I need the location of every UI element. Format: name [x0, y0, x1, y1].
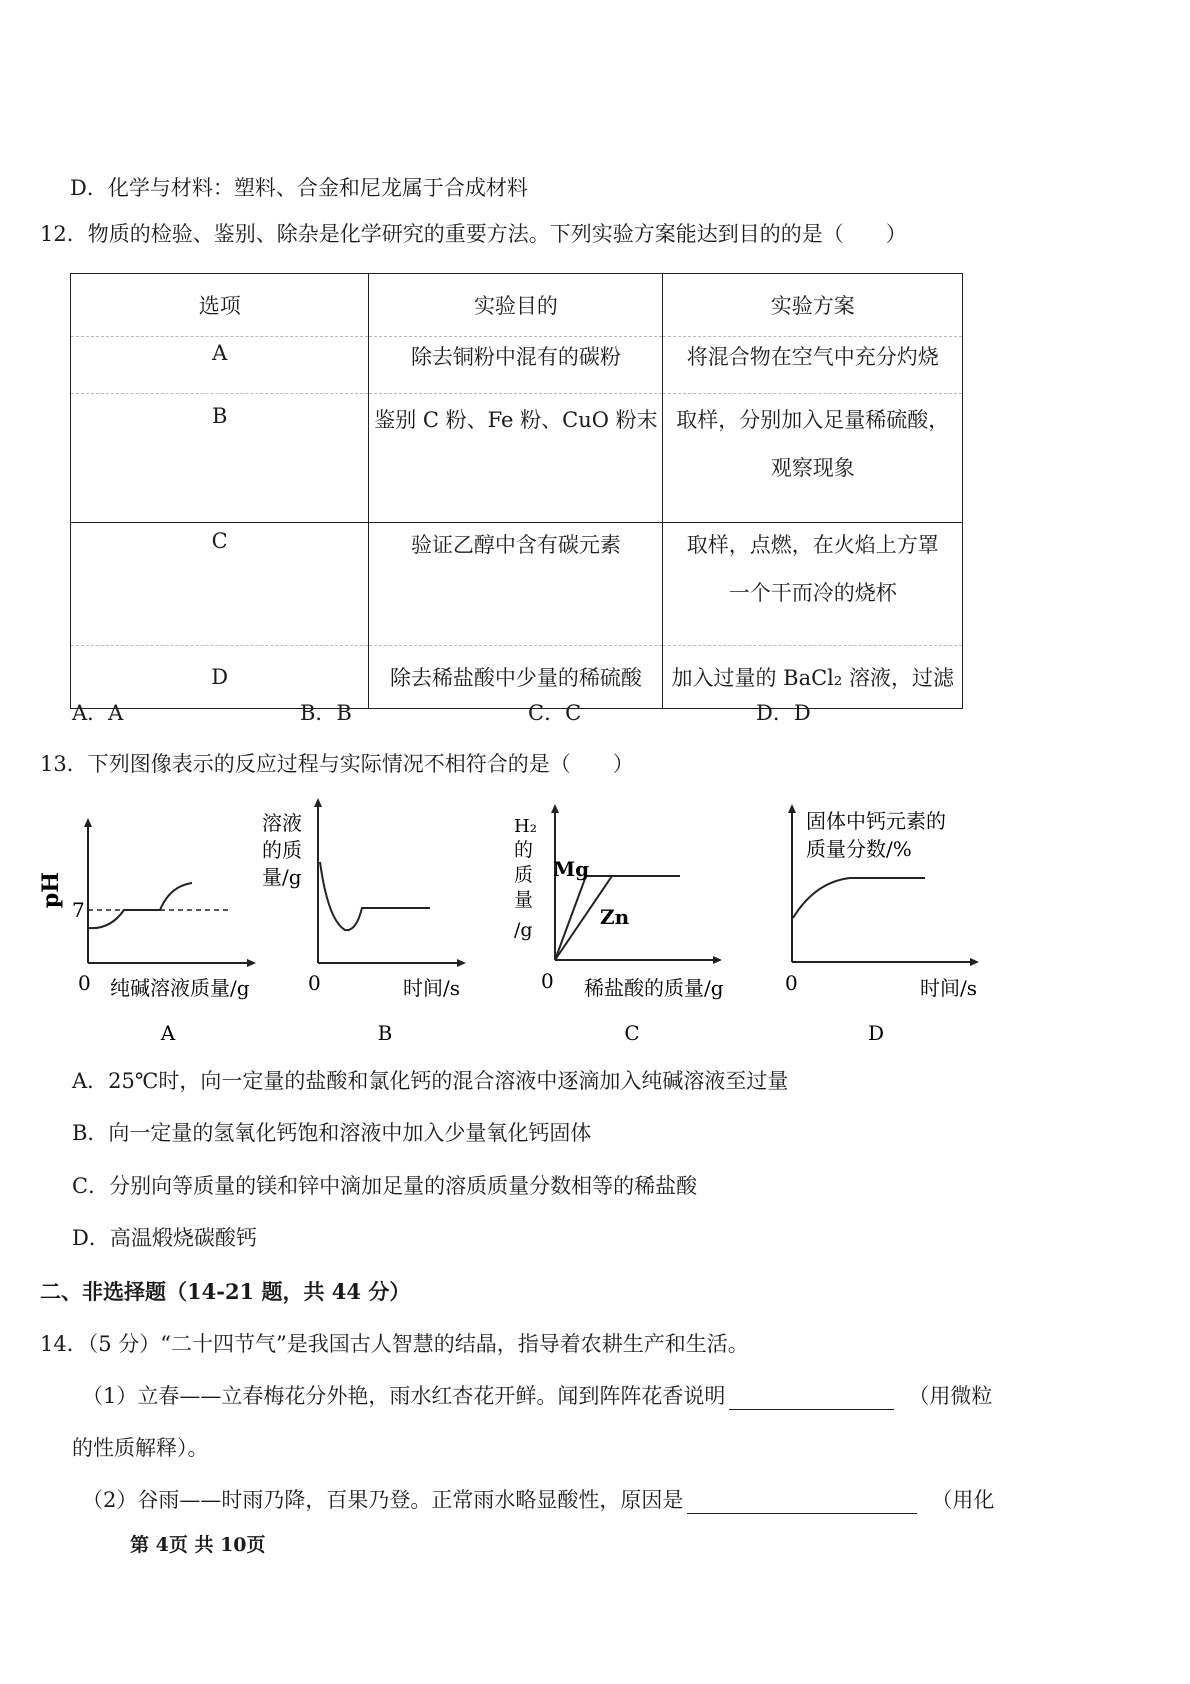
graph-c-zn-label: Zn	[600, 905, 630, 929]
graph-c-xlabel: 稀盐酸的质量/g	[584, 976, 724, 1000]
q14-answer-blank-1[interactable]	[729, 1387, 894, 1410]
graph-c-mg-label: Mg	[553, 857, 590, 881]
row-purpose: 验证乙醇中含有碳元素	[369, 523, 663, 646]
q14-part2: （2）谷雨——时雨乃降，百果乃登。正常雨水略显酸性，原因是 （用化	[82, 1488, 995, 1512]
q13-option-d: D．高温煅烧碳酸钙	[72, 1226, 257, 1250]
graph-c-ylabel-3: 质	[514, 864, 534, 886]
row-plan: 将混合物在空气中充分灼烧	[663, 337, 963, 394]
header-plan: 实验方案	[663, 274, 963, 337]
graph-c-origin: 0	[541, 969, 554, 993]
graph-c-ylabel-1: H₂	[514, 816, 537, 837]
q14-part1: （1）立春——立春梅花分外艳，雨水红杏花开鲜。闻到阵阵花香说明 （用微粒	[82, 1384, 993, 1408]
choice-b: B．B	[300, 701, 352, 725]
graph-b	[262, 802, 462, 1045]
graph-d-ylabel-1: 固体中钙元素的	[806, 809, 946, 833]
row-purpose: 除去稀盐酸中少量的稀硫酸	[369, 646, 663, 709]
q13-option-a: A．25℃时，向一定量的盐酸和氯化钙的混合溶液中逐滴加入纯碱溶液至过量	[72, 1069, 789, 1093]
table-row	[71, 337, 963, 394]
graph-c	[514, 808, 724, 1045]
q13-graphs	[0, 780, 1190, 1050]
q11-option-d: D．化学与材料：塑料、合金和尼龙属于合成材料	[70, 176, 528, 200]
graph-b-caption: B	[377, 1021, 393, 1045]
row-plan: 取样，分别加入足量稀硫酸， 观察现象	[663, 394, 963, 523]
graph-c-mg-line	[555, 876, 586, 960]
graph-d-ylabel-2: 质量分数/%	[806, 837, 912, 861]
table-row	[71, 394, 963, 523]
graph-d	[785, 808, 977, 1045]
graph-b-xlabel: 时间/s	[403, 976, 461, 1000]
q14-part1-continued: 的性质解释）。	[72, 1436, 209, 1460]
choice-c: C．C	[528, 701, 582, 725]
graph-d-curve	[793, 878, 925, 918]
q12-choices	[72, 697, 811, 727]
section-title: 二、非选择题（14-21 题，共 44 分）	[40, 1279, 411, 1304]
row-plan: 取样，点燃，在火焰上方罩 一个干而冷的烧杯	[663, 523, 963, 646]
graph-a-seven-label: 7	[72, 898, 85, 922]
graph-c-caption: C	[624, 1021, 640, 1045]
graph-d-caption: D	[867, 1021, 885, 1045]
q13-stem: 13．下列图像表示的反应过程与实际情况不相符合的是（ ）	[40, 752, 634, 776]
header-purpose: 实验目的	[369, 274, 663, 337]
graph-a	[38, 822, 252, 1045]
row-plan: 加入过量的 BaCl₂ 溶液，过滤	[663, 646, 963, 709]
table-row	[71, 523, 963, 646]
row-purpose: 除去铜粉中混有的碳粉	[369, 337, 663, 394]
row-option: D	[71, 646, 369, 709]
q14-answer-blank-2[interactable]	[687, 1491, 917, 1514]
row-option: A	[71, 337, 369, 394]
graph-c-ylabel-5: /g	[514, 919, 533, 941]
graph-a-caption: A	[160, 1021, 176, 1045]
q12-table	[70, 273, 963, 709]
q13-option-c: C．分别向等质量的镁和锌中滴加足量的溶质质量分数相等的稀盐酸	[72, 1174, 698, 1198]
graph-a-origin: 0	[78, 971, 91, 995]
graph-b-ylabel-2: 的质	[262, 838, 302, 862]
graph-c-ylabel-4: 量	[514, 889, 534, 911]
graph-a-ylabel: pH	[38, 871, 64, 909]
row-option: B	[71, 394, 369, 523]
choice-d: D．D	[756, 701, 811, 725]
row-purpose: 鉴别 C 粉、Fe 粉、CuO 粉末	[369, 394, 663, 523]
graph-b-ylabel-1: 溶液	[262, 811, 302, 835]
graph-a-curve	[88, 883, 192, 928]
table-header-row	[71, 274, 963, 337]
choice-a: A．A	[72, 701, 124, 725]
graph-b-ylabel-3: 量/g	[262, 865, 302, 889]
q14-stem: 14．（5 分）“二十四节气”是我国古人智慧的结晶，指导着农耕生产和生活。	[40, 1332, 749, 1356]
graph-c-ylabel-2: 的	[514, 839, 534, 861]
graph-b-curve	[320, 862, 430, 930]
q12-stem: 12．物质的检验、鉴别、除杂是化学研究的重要方法。下列实验方案能达到目的的是（ ）	[40, 222, 907, 246]
graph-b-origin: 0	[308, 971, 321, 995]
page-number: 第 4页 共 10页	[130, 1534, 266, 1556]
graph-a-xlabel: 纯碱溶液质量/g	[110, 976, 250, 1000]
q13-option-b: B．向一定量的氢氧化钙饱和溶液中加入少量氧化钙固体	[72, 1121, 592, 1145]
graph-d-origin: 0	[785, 971, 798, 995]
header-option: 选项	[71, 274, 369, 337]
graph-d-xlabel: 时间/s	[920, 976, 978, 1000]
row-option: C	[71, 523, 369, 646]
